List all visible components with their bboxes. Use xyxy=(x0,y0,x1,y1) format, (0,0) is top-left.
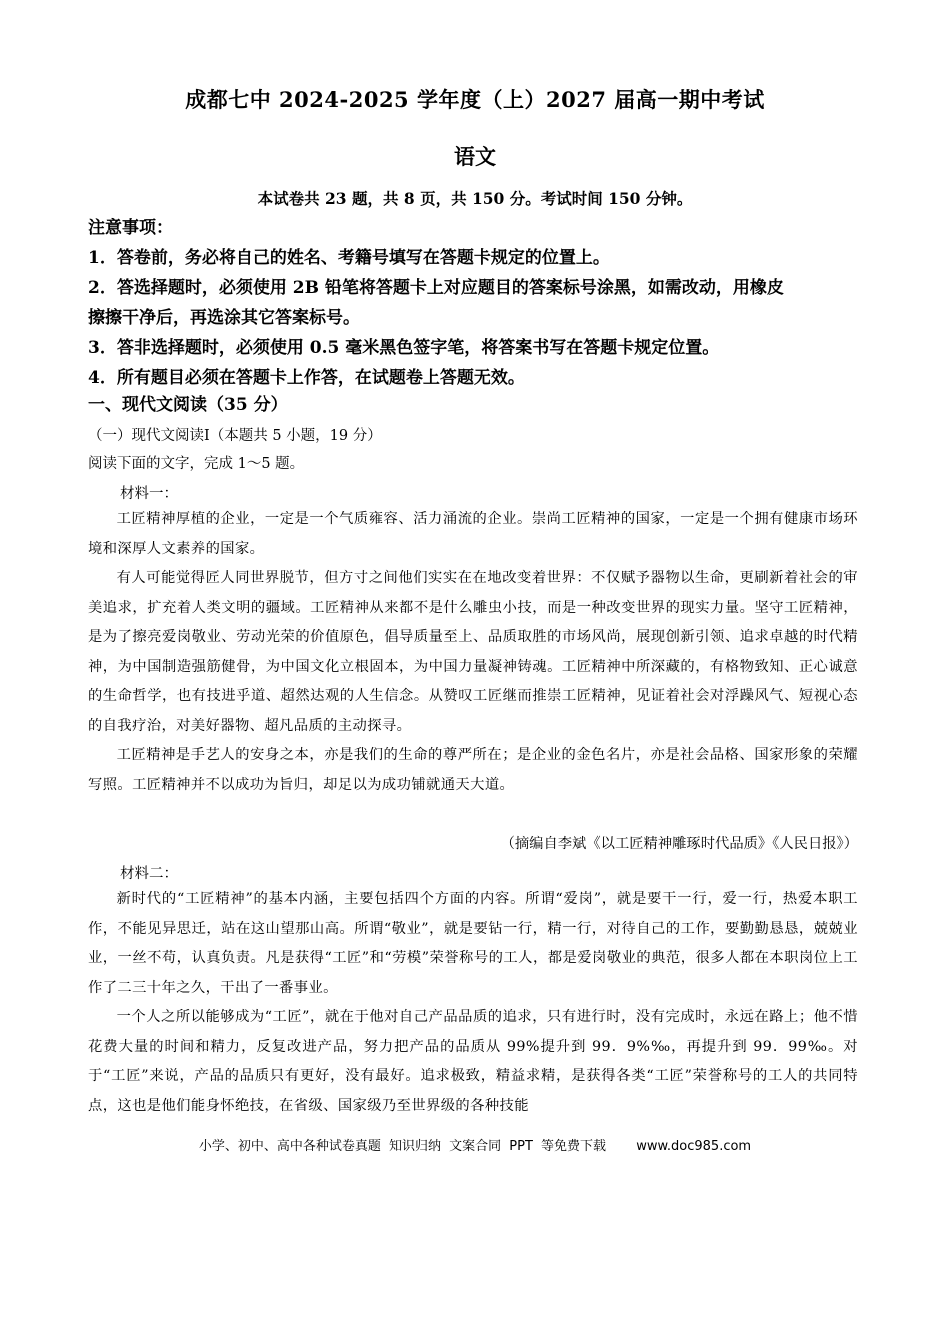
section-heading: 一、现代文阅读（35 分） xyxy=(88,395,288,415)
notice-item-2b: 擦擦干净后，再选涂其它答案标号。 xyxy=(88,308,360,328)
footer-url[interactable]: www.doc985.com xyxy=(636,1139,752,1154)
page-footer xyxy=(0,1135,950,1154)
material-1-paragraph-3: 工匠精神是手艺人的安身之本，亦是我们的生命的尊严所在；是企业的金色名片，亦是社会品格、国家形象的荣耀写照。工匠精神并不以成功为旨归，却足以为成功铺就通天大道。 xyxy=(88,747,858,793)
notice-item-1: 1．答卷前，务必将自己的姓名、考籍号填写在答题卡规定的位置上。 xyxy=(88,248,610,268)
exam-title: 成都七中 2024-2025 学年度（上）2027 届高一期中考试 xyxy=(185,87,765,112)
material-1-text xyxy=(88,505,858,800)
material-1-label: 材料一： xyxy=(120,486,178,502)
material-2-text xyxy=(88,885,858,1121)
notice-heading: 注意事项： xyxy=(88,218,173,238)
notice-item-4: 4．所有题目必须在答题卡上作答，在试题卷上答题无效。 xyxy=(88,368,525,388)
subject-title: 语文 xyxy=(454,144,496,169)
notice-block xyxy=(88,213,868,393)
material-1-paragraph-2: 有人可能觉得匠人同世界脱节，但方寸之间他们实实在在地改变着世界：不仅赋予器物以生命，更刷新着社会的审美追求，扩充着人类文明的疆域。工匠精神从来都不是什么雕虫小技，而是一种改变世界的现实力量。坚守工匠精神，是为了擦亮爱岗敬业、劳动光荣的价值原色，倡导质量至上、品质取胜的市场风尚，展现创新引领、追求卓越的时代精神，为中国制造强筋健骨，为中国文化立根固本，为中国力量凝神铸魂。工匠精神中所深藏的，有格物致知、正心诚意的生命哲学，也有技进乎道、超然达观的人生信念。从赞叹工匠继而推崇工匠精神，见证着社会对浮躁风气、短视心态的自我疗治，对美好器物、超凡品质的主动探寻。 xyxy=(88,570,858,734)
material-2-label: 材料二： xyxy=(120,866,178,882)
exam-summary: 本试卷共 23 题，共 8 页，共 150 分。考试时间 150 分钟。 xyxy=(257,189,693,208)
subsection-heading: （一）现代文阅读Ⅰ（本题共 5 小题，19 分） xyxy=(88,428,382,444)
footer-text: 小学、初中、高中各种试卷真题 知识归纳 文案合同 PPT 等免费下载 xyxy=(198,1139,607,1154)
material-1-paragraph-1: 工匠精神厚植的企业，一定是一个气质雍容、活力涌流的企业。崇尚工匠精神的国家，一定是一个拥有健康市场环境和深厚人文素养的国家。 xyxy=(88,511,858,557)
notice-item-3: 3．答非选择题时，必须使用 0.5 毫米黑色签字笔，将答案书写在答题卡规定位置。 xyxy=(88,338,720,358)
material-2-paragraph-1: 新时代的“工匠精神”的基本内涵，主要包括四个方面的内容。所谓“爱岗”，就是要干一行，爱一行，热爱本职工作，不能见异思迁，站在这山望那山高。所谓“敬业”，就是要钻一行，精一行，对待自己的工作，要勤勤恳恳，兢兢业业，一丝不苟，认真负责。凡是获得“工匠”和“劳模”荣誉称号的工人，都是爱岗敬业的典范，很多人都在本职岗位上工作了二三十年之久，干出了一番事业。 xyxy=(88,891,858,996)
material-1-source: （摘编自李斌《以工匠精神雕琢时代品质》《人民日报》） xyxy=(500,836,858,852)
reading-instruction: 阅读下面的文字，完成 1～5 题。 xyxy=(88,456,305,472)
material-2-paragraph-2: 一个人之所以能够成为“工匠”，就在于他对自己产品品质的追求，只有进行时，没有完成时，永远在路上；他不惜花费大量的时间和精力，反复改进产品，努力把产品的品质从 99%提升到 99．9%‰，再提升到 99．99‰。对于“工匠”来说，产品的品质只有更好，没有最好。追求极致，精益求精，是获得各类“工匠”荣誉称号的工人的共同特点，这也是他们能身怀绝技，在省级、国家级乃至世界级的各种技能 xyxy=(88,1009,858,1114)
notice-item-2a: 2．答选择题时，必须使用 2B 铅笔将答题卡上对应题目的答案标号涂黑，如需改动，用橡皮 xyxy=(88,278,784,298)
